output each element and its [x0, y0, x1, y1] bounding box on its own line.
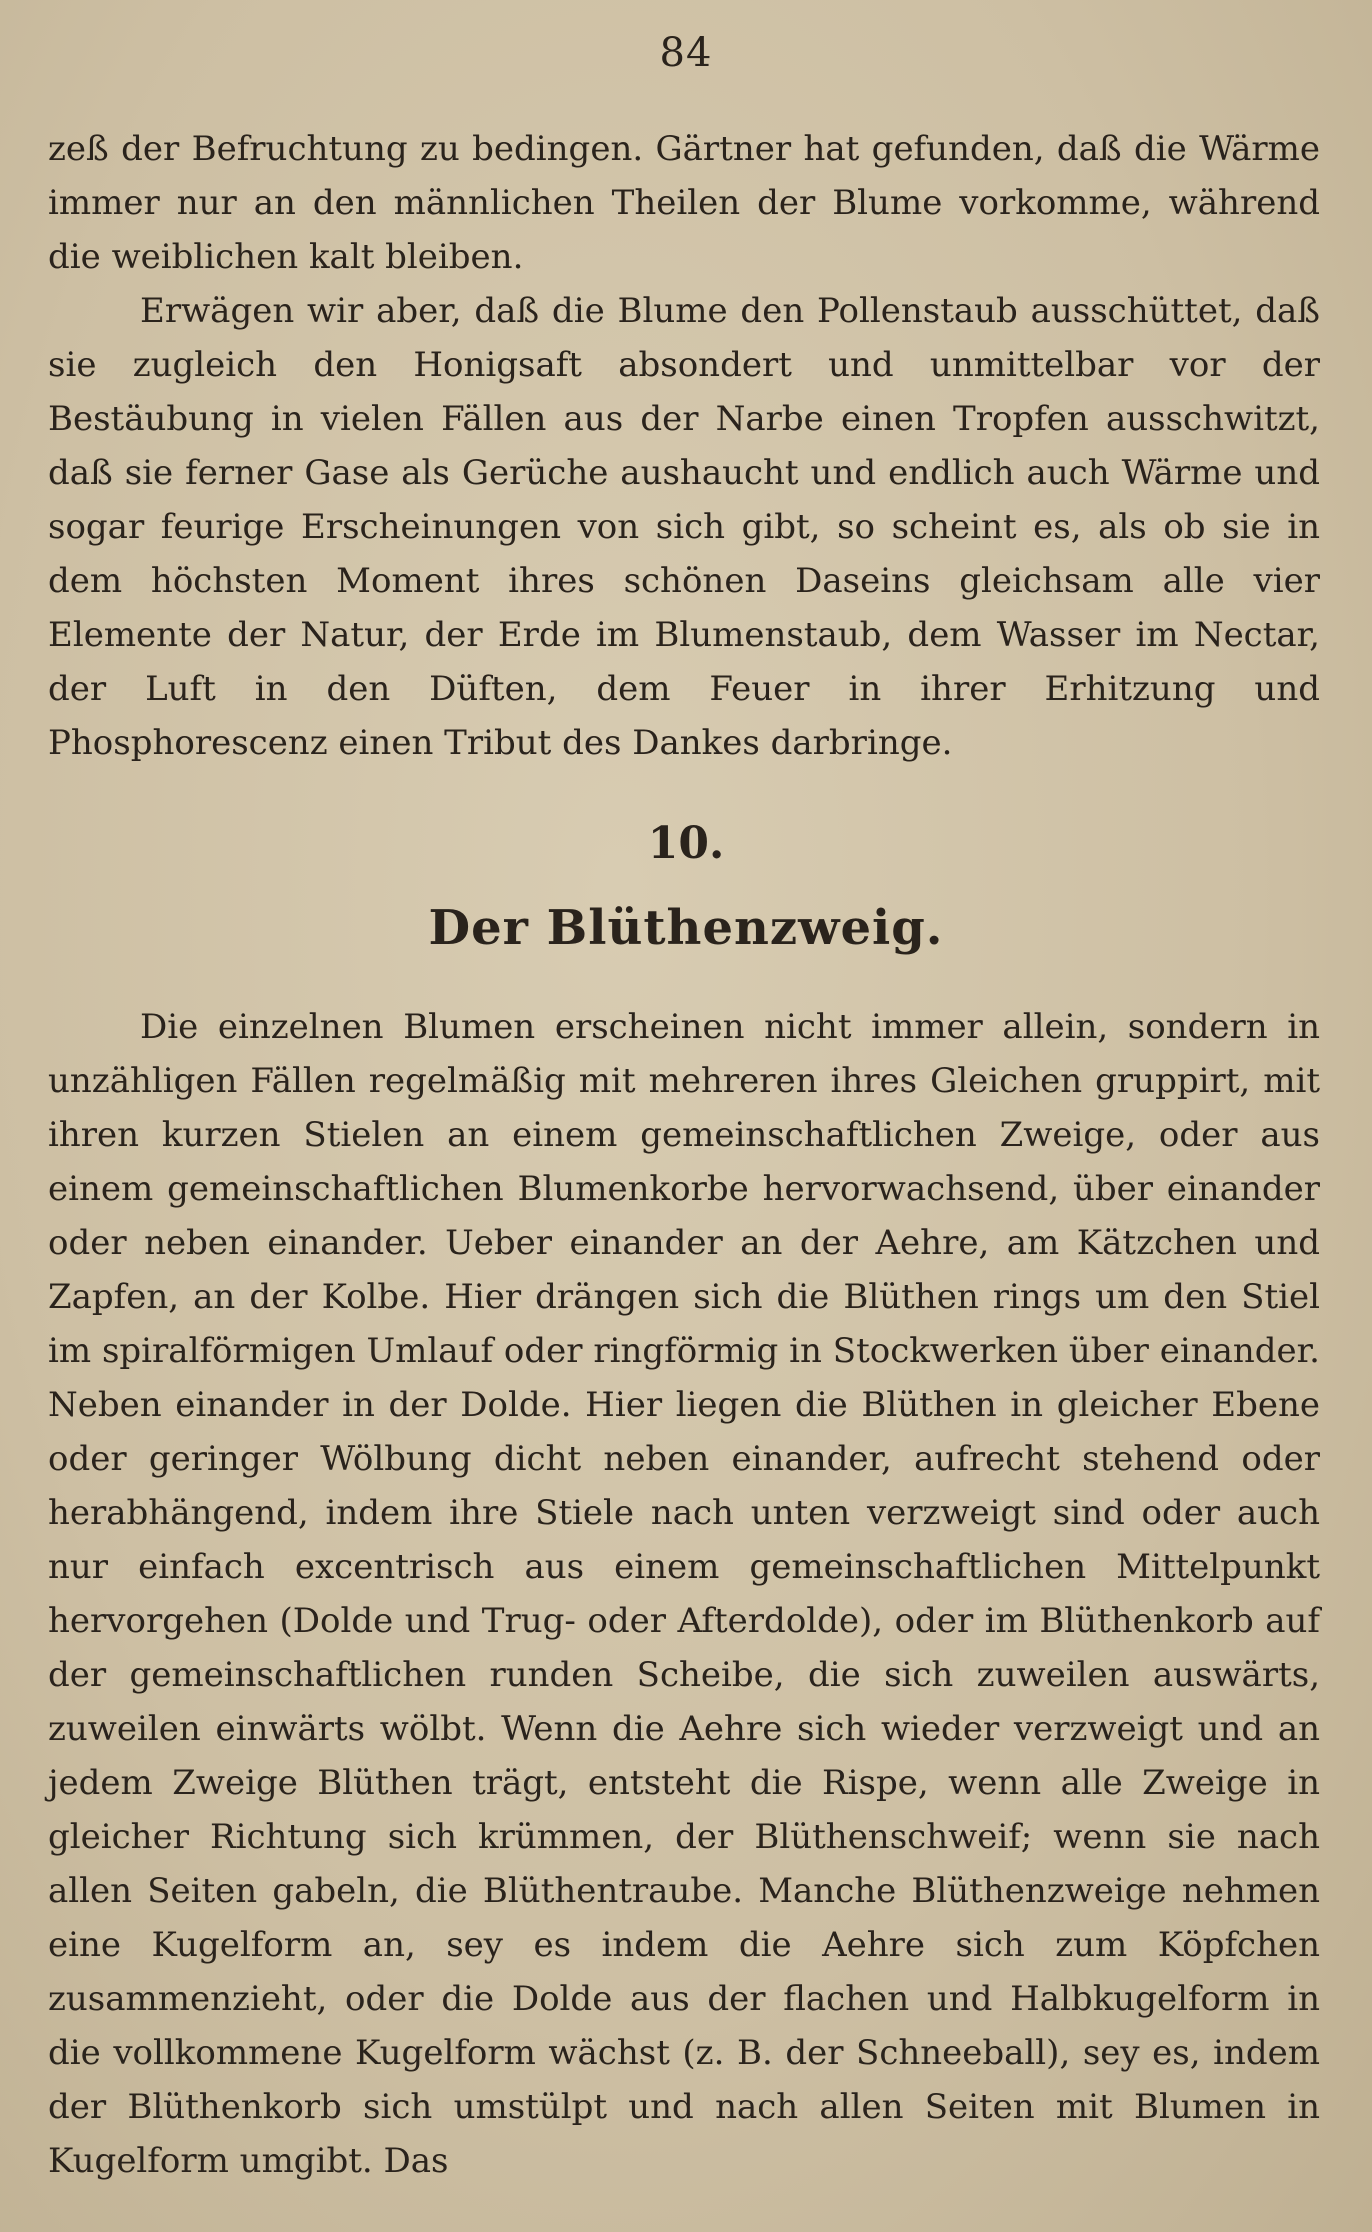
page-number: 84	[659, 30, 713, 76]
paragraph-elements: Erwägen wir aber, daß die Blume den Pollenstaub ausschüttet, daß sie zugleich den Honigsaft absondert und unmittelbar vor der Bestäubung in vielen Fällen aus der Narbe einen Tropfen ausschwitzt, daß sie ferner Gase als Gerüche aushaucht und endlich auch Wärme und sogar feurige Erscheinungen von sich gibt, so scheint es, als ob sie in dem höchsten Moment ihres schönen Daseins gleichsam alle vier Elemente der Natur, der Erde im Blumenstaub, dem Wasser im Nectar, der Luft in den Düften, dem Feuer in ihrer Erhitzung und Phosphorescenz einen Tribut des Dankes darbringe.	[48, 291, 1320, 763]
section-title: Der Blüthenzweig.	[428, 900, 944, 956]
section-text-block	[48, 1000, 1320, 2188]
paragraph-bluethenzweig: Die einzelnen Blumen erscheinen nicht immer allein, sondern in unzähligen Fällen regelmäßig mit mehreren ihres Gleichen gruppirt, mit ihren kurzen Stielen an einem gemeinschaftlichen Zweige, oder aus einem gemeinschaftlichen Blumenkorbe hervorwachsend, über einander oder neben einander. Ueber einander an der Aehre, am Kätzchen und Zapfen, an der Kolbe. Hier drängen sich die Blüthen rings um den Stiel im spiralförmigen Umlauf oder ringförmig in Stockwerken über einander. Neben einander in der Dolde. Hier liegen die Blüthen in gleicher Ebene oder geringer Wölbung dicht neben einander, aufrecht stehend oder herabhängend, indem ihre Stiele nach unten verzweigt sind oder auch nur einfach excentrisch aus einem gemeinschaftlichen Mittelpunkt hervorgehen (Dolde und Trug- oder Afterdolde), oder im Blüthenkorb auf der gemeinschaftlichen runden Scheibe, die sich zuweilen auswärts, zuweilen einwärts wölbt. Wenn die Aehre sich wieder verzweigt und an jedem Zweige Blüthen trägt, entsteht die Rispe, wenn alle Zweige in gleicher Richtung sich krümmen, der Blüthenschweif; wenn sie nach allen Seiten gabeln, die Blüthentraube. Manche Blüthenzweige nehmen eine Kugelform an, sey es indem die Aehre sich zum Köpfchen zusammenzieht, oder die Dolde aus der flachen und Halbkugelform in die vollkommene Kugelform wächst (z. B. der Schneeball), sey es, indem der Blüthenkorb sich umstülpt und nach allen Seiten mit Blumen in Kugelform umgibt. Das	[48, 1007, 1320, 2181]
top-text-block	[48, 122, 1320, 770]
section-number: 10.	[647, 818, 725, 869]
paragraph-continuation: zeß der Befruchtung zu bedingen. Gärtner hat gefunden, daß die Wärme immer nur an den männlichen Theilen der Blume vorkomme, während die weiblichen kalt bleiben.	[48, 129, 1320, 277]
